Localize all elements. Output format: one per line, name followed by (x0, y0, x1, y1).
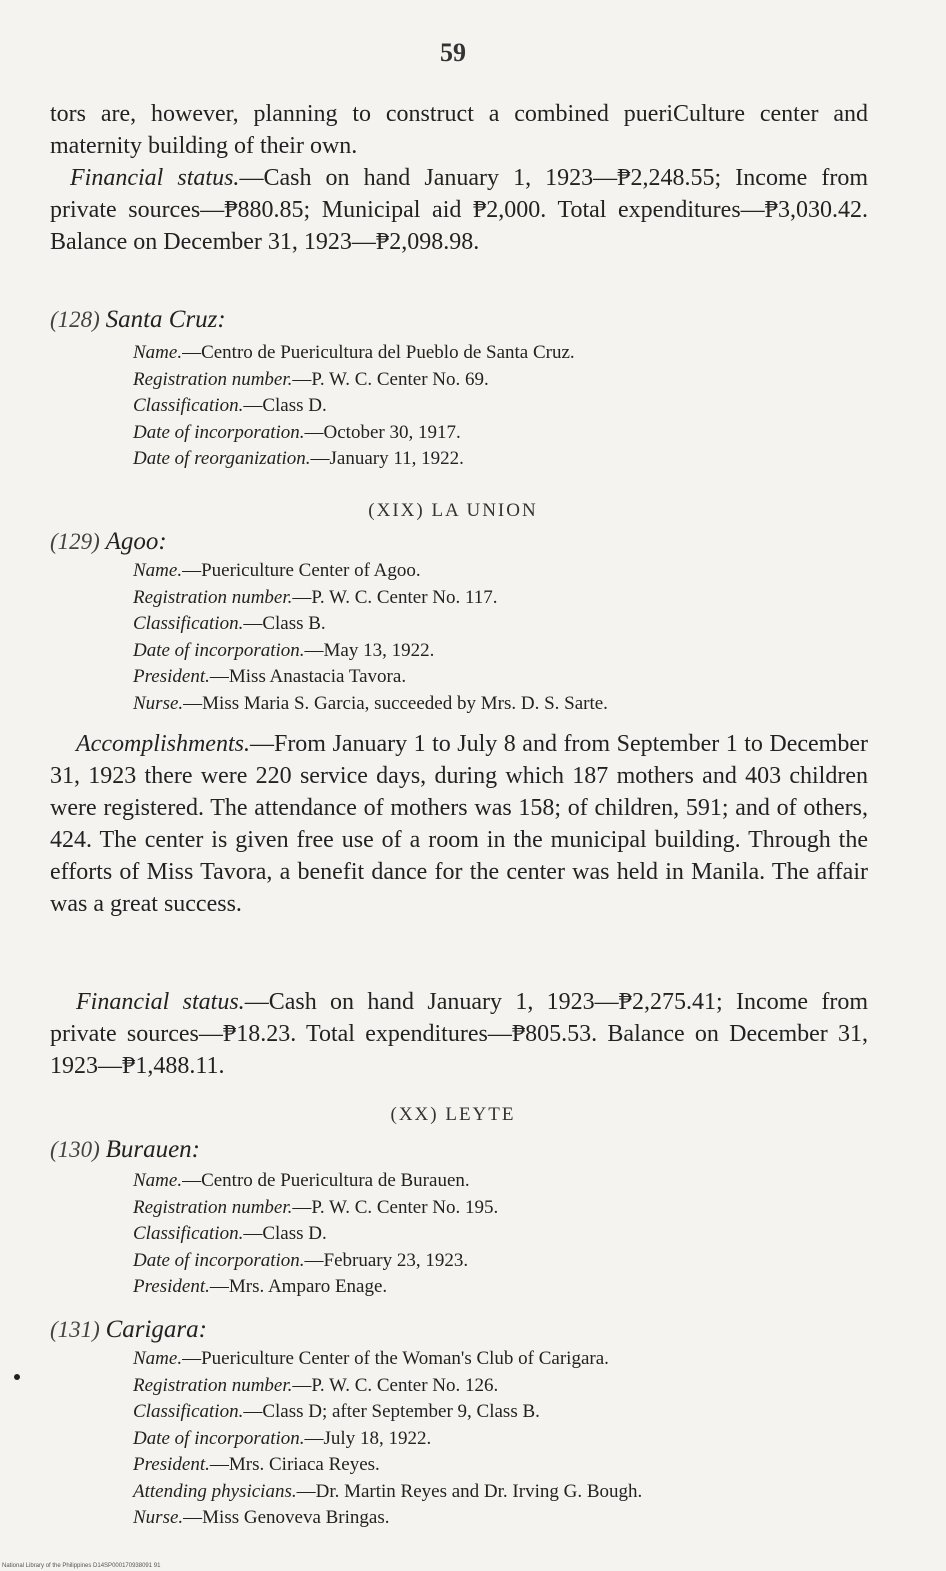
entry-place: Santa Cruz: (105, 306, 226, 333)
accomplishments-label: Accomplishments. (76, 731, 250, 757)
detail-row: Attending physicians.—Dr. Martin Reyes and Dr. Irving G. Bough. (133, 1480, 643, 1502)
financial-status-label: Financial status. (76, 989, 245, 1015)
detail-row: President.—Miss Anastacia Tavora. (133, 666, 407, 687)
detail-row: Date of incorporation.—July 18, 1922. (133, 1427, 432, 1449)
entry-place: Burauen: (105, 1136, 200, 1163)
detail-row: Nurse.—Miss Maria S. Garcia, succeeded by Mrs. D. S. Sarte. (133, 692, 608, 714)
intro-text: tors are, however, planning to construct a combined pueriCulture center and maternity building of their own. (50, 101, 868, 159)
detail-row: Name.—Centro de Puericultura del Pueblo de Santa Cruz. (133, 342, 575, 363)
scan-footer: National Library of the Philippines D14SP000170938091 91 (2, 1563, 161, 1569)
financial-status-label: Financial status. (70, 165, 240, 191)
entry-heading-128 (50, 306, 226, 334)
financial-status-text: —Cash on hand January 1, 1923—₱2,248.55; Income from private sources—₱880.85; Municipal aid ₱2,000. Total expenditures—₱3,030.42. Balance on December 31, 1923—₱2,098.98. (50, 165, 869, 255)
entry-number: (128) (50, 307, 100, 332)
detail-row: Classification.—Class B. (133, 613, 326, 634)
financial-status-paragraph-2 (50, 986, 868, 1082)
detail-row: President.—Mrs. Amparo Enage. (133, 1276, 388, 1297)
entry-details-130 (133, 1168, 863, 1301)
accomplishments-paragraph (50, 728, 868, 920)
detail-row: Registration number.—P. W. C. Center No. 69. (133, 368, 489, 390)
detail-row: Nurse.—Miss Genoveva Bringas. (133, 1507, 390, 1528)
detail-row: Date of incorporation.—February 23, 1923. (133, 1249, 469, 1271)
entry-number: (130) (50, 1137, 100, 1162)
detail-row: Classification.—Class D. (133, 1223, 327, 1244)
detail-row: Registration number.—P. W. C. Center No. 126. (133, 1374, 499, 1396)
entry-details-131 (133, 1346, 863, 1532)
entry-heading-129 (50, 528, 167, 556)
detail-row: Date of incorporation.—October 30, 1917. (133, 421, 461, 443)
entry-place: Carigara: (105, 1316, 207, 1343)
detail-row: Name.—Puericulture Center of the Woman's Club of Carigara. (133, 1348, 609, 1369)
page-number: 59 (440, 38, 466, 67)
detail-row: Classification.—Class D. (133, 395, 327, 416)
entry-place: Agoo: (105, 528, 167, 555)
entry-details-129 (133, 558, 863, 717)
entry-heading-131 (50, 1316, 207, 1344)
entry-number: (131) (50, 1317, 100, 1342)
detail-row: Classification.—Class D; after September 9, Class B. (133, 1401, 540, 1422)
detail-row: Name.—Puericulture Center of Agoo. (133, 560, 421, 581)
entry-details-128 (133, 340, 863, 473)
detail-row: President.—Mrs. Ciriaca Reyes. (133, 1454, 380, 1475)
financial-status-paragraph-1 (50, 162, 868, 258)
accomplishments-text: —From January 1 to July 8 and from September 1 to December 31, 1923 there were 220 service days, during which 187 mothers and 403 children were registered. The attendance of mothers was 158; of children, 591; and of others, 424. The center is given free use of a room in the municipal building. Through the efforts of Miss Tavora, a benefit dance for the center was held in Manila. The affair was a great success. (50, 731, 868, 917)
section-heading-leyte: (XX) LEYTE (390, 1104, 516, 1125)
detail-row: Registration number.—P. W. C. Center No. 195. (133, 1196, 499, 1218)
detail-row: Date of reorganization.—January 11, 1922. (133, 448, 464, 469)
section-heading-la-union: (XIX) LA UNION (368, 500, 538, 521)
intro-paragraph (50, 98, 868, 162)
entry-number: (129) (50, 529, 100, 554)
detail-row: Registration number.—P. W. C. Center No. 117. (133, 586, 498, 608)
margin-dot (14, 1374, 20, 1380)
entry-heading-130 (50, 1136, 200, 1164)
detail-row: Name.—Centro de Puericultura de Burauen. (133, 1170, 470, 1191)
financial-status-text: —Cash on hand January 1, 1923—₱2,275.41; Income from private sources—₱18.23. Total expenditures—₱805.53. Balance on December 31, 1923—₱1,488.11. (50, 989, 869, 1079)
detail-row: Date of incorporation.—May 13, 1922. (133, 639, 435, 661)
